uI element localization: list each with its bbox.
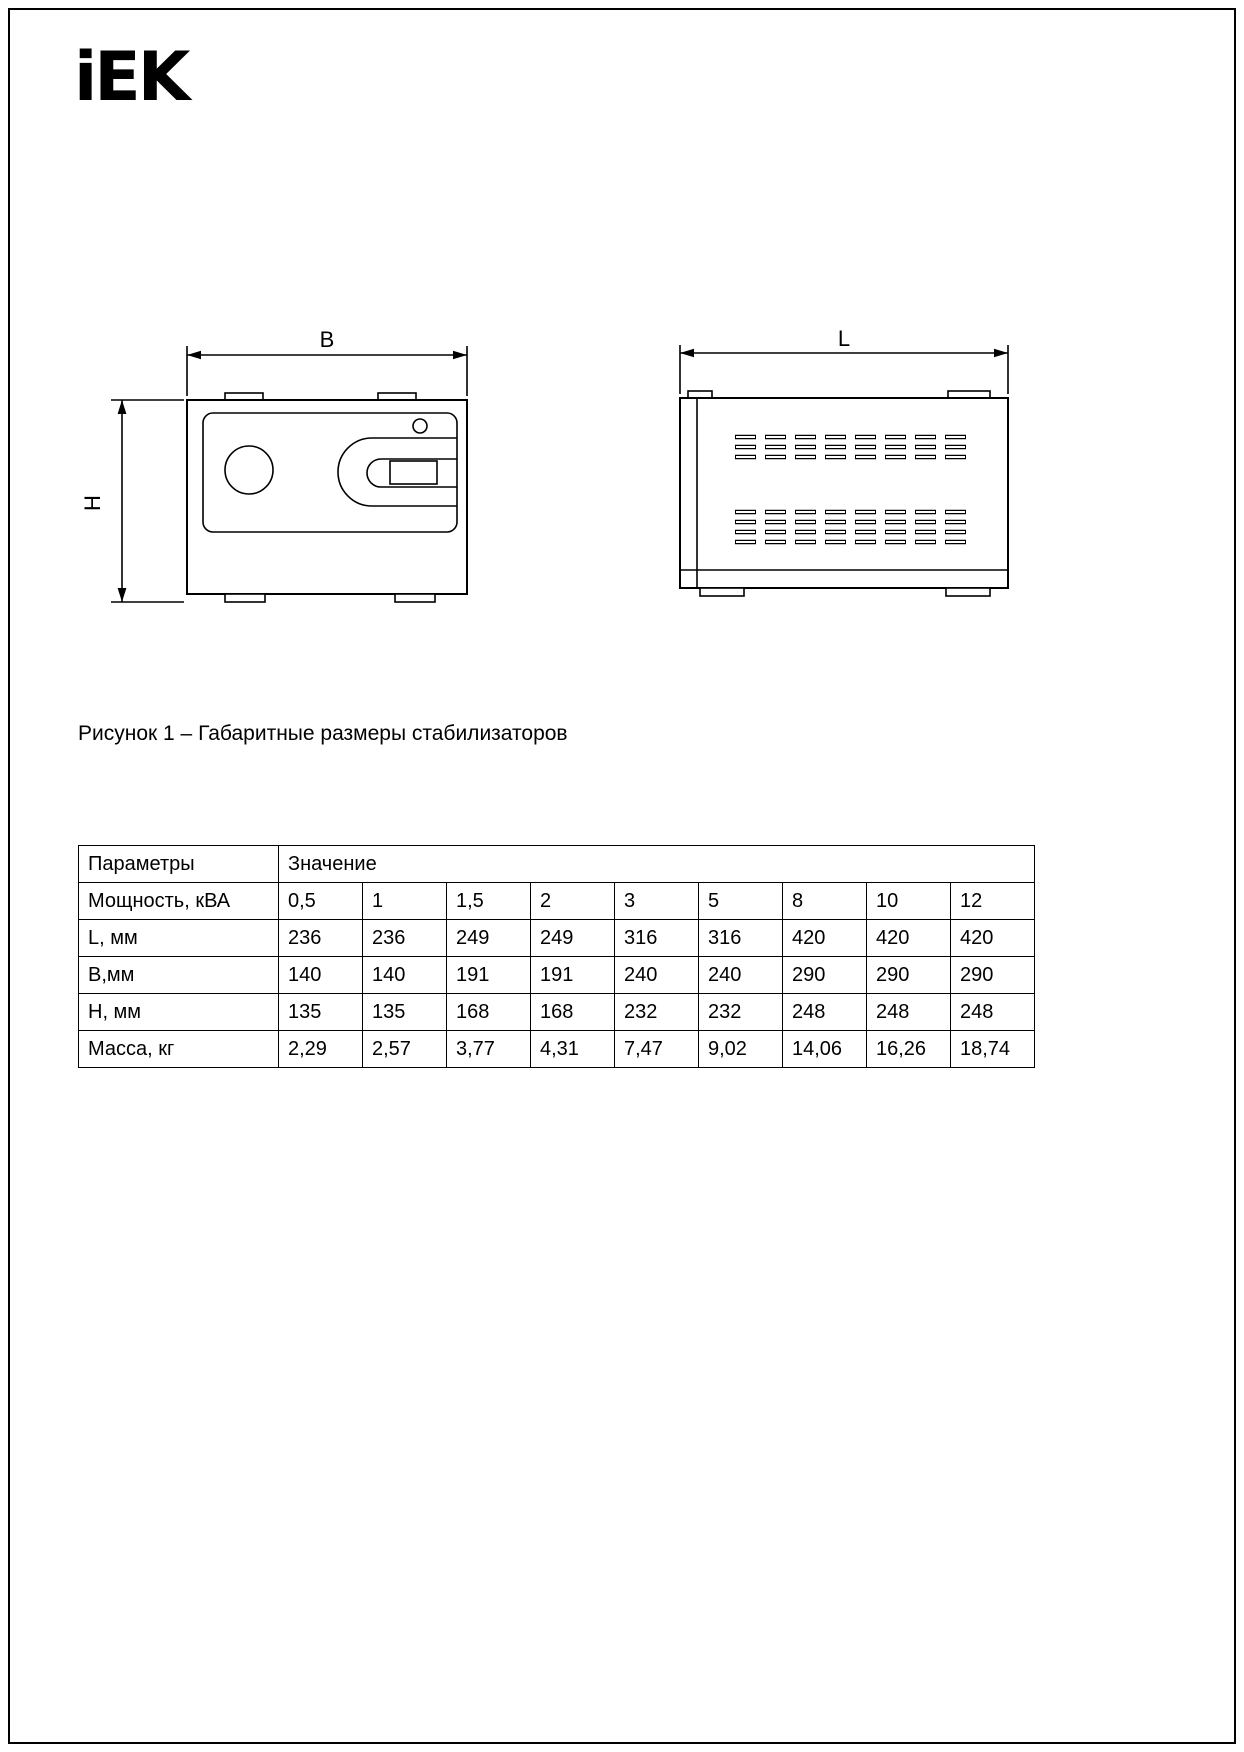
table-cell: 2 bbox=[531, 883, 615, 920]
table-cell: 14,06 bbox=[783, 1031, 867, 1068]
table-cell: 3,77 bbox=[447, 1031, 531, 1068]
row-label-cell: L, мм bbox=[79, 920, 279, 957]
table-cell: 140 bbox=[279, 957, 363, 994]
table-cell: 18,74 bbox=[951, 1031, 1035, 1068]
table-cell: 1,5 bbox=[447, 883, 531, 920]
table-cell: 232 bbox=[615, 994, 699, 1031]
iek-logo: iEK bbox=[74, 38, 188, 117]
table-row bbox=[79, 920, 1035, 957]
table-cell: 232 bbox=[699, 994, 783, 1031]
dim-label-l: L bbox=[837, 326, 851, 351]
table-cell: 249 bbox=[531, 920, 615, 957]
table-cell: 236 bbox=[279, 920, 363, 957]
h-arrow-top-icon bbox=[118, 400, 127, 414]
dimensions-table bbox=[78, 845, 1035, 1068]
table-cell: 290 bbox=[783, 957, 867, 994]
row-label-cell: В,мм bbox=[79, 957, 279, 994]
table-cell: 168 bbox=[531, 994, 615, 1031]
stabilizer-front-body bbox=[187, 400, 467, 594]
table-cell: 420 bbox=[951, 920, 1035, 957]
table-cell: 4,31 bbox=[531, 1031, 615, 1068]
table-cell: 248 bbox=[867, 994, 951, 1031]
table-cell: 420 bbox=[867, 920, 951, 957]
table-cell: 12 bbox=[951, 883, 1035, 920]
row-label-cell: Мощность, кВА bbox=[79, 883, 279, 920]
top-tab bbox=[225, 393, 263, 400]
top-tab bbox=[378, 393, 416, 400]
figure-caption: Рисунок 1 – Габаритные размеры стабилизаторов bbox=[78, 722, 568, 745]
table-cell: 236 bbox=[363, 920, 447, 957]
table-cell: 16,26 bbox=[867, 1031, 951, 1068]
table-cell: 248 bbox=[783, 994, 867, 1031]
table-row bbox=[79, 957, 1035, 994]
b-arrow-left-icon bbox=[187, 351, 201, 359]
top-tab bbox=[948, 391, 990, 398]
foot bbox=[225, 594, 265, 602]
table-header-param: Параметры bbox=[79, 846, 279, 883]
stabilizer-side-body bbox=[680, 398, 1008, 588]
table-cell: 168 bbox=[447, 994, 531, 1031]
dim-label-h: H bbox=[80, 495, 105, 511]
table-cell: 249 bbox=[447, 920, 531, 957]
b-arrow-right-icon bbox=[453, 351, 467, 359]
table-cell: 240 bbox=[699, 957, 783, 994]
table-cell: 316 bbox=[699, 920, 783, 957]
table-cell: 5 bbox=[699, 883, 783, 920]
row-label-cell: Масса, кг bbox=[79, 1031, 279, 1068]
h-arrow-bottom-icon bbox=[118, 588, 127, 602]
table-cell: 316 bbox=[615, 920, 699, 957]
table-row bbox=[79, 883, 1035, 920]
table-row bbox=[79, 994, 1035, 1031]
table-cell: 248 bbox=[951, 994, 1035, 1031]
table-cell: 135 bbox=[279, 994, 363, 1031]
table-cell: 8 bbox=[783, 883, 867, 920]
table-cell: 135 bbox=[363, 994, 447, 1031]
foot bbox=[946, 588, 990, 596]
table-cell: 191 bbox=[531, 957, 615, 994]
table-cell: 290 bbox=[867, 957, 951, 994]
table-cell: 140 bbox=[363, 957, 447, 994]
table-header-row bbox=[79, 846, 1035, 883]
table-header-value: Значение bbox=[279, 846, 1035, 883]
table-cell: 7,47 bbox=[615, 1031, 699, 1068]
dim-label-b: B bbox=[319, 327, 335, 352]
front-view-drawing bbox=[80, 327, 467, 602]
side-view-drawing bbox=[680, 326, 1008, 596]
l-arrow-left-icon bbox=[680, 349, 694, 357]
table-cell: 1 bbox=[363, 883, 447, 920]
b-extension-lines bbox=[187, 346, 467, 396]
foot bbox=[700, 588, 744, 596]
table-cell: 420 bbox=[783, 920, 867, 957]
table-cell: 290 bbox=[951, 957, 1035, 994]
foot bbox=[395, 594, 435, 602]
table-cell: 240 bbox=[615, 957, 699, 994]
table-row bbox=[79, 1031, 1035, 1068]
table-cell: 2,57 bbox=[363, 1031, 447, 1068]
table-cell: 10 bbox=[867, 883, 951, 920]
l-arrow-right-icon bbox=[994, 349, 1008, 357]
table-cell: 3 bbox=[615, 883, 699, 920]
dimensional-drawing bbox=[60, 320, 1040, 620]
top-tab bbox=[688, 391, 712, 398]
table-cell: 0,5 bbox=[279, 883, 363, 920]
table-cell: 2,29 bbox=[279, 1031, 363, 1068]
row-label-cell: Н, мм bbox=[79, 994, 279, 1031]
table-cell: 9,02 bbox=[699, 1031, 783, 1068]
table-cell: 191 bbox=[447, 957, 531, 994]
